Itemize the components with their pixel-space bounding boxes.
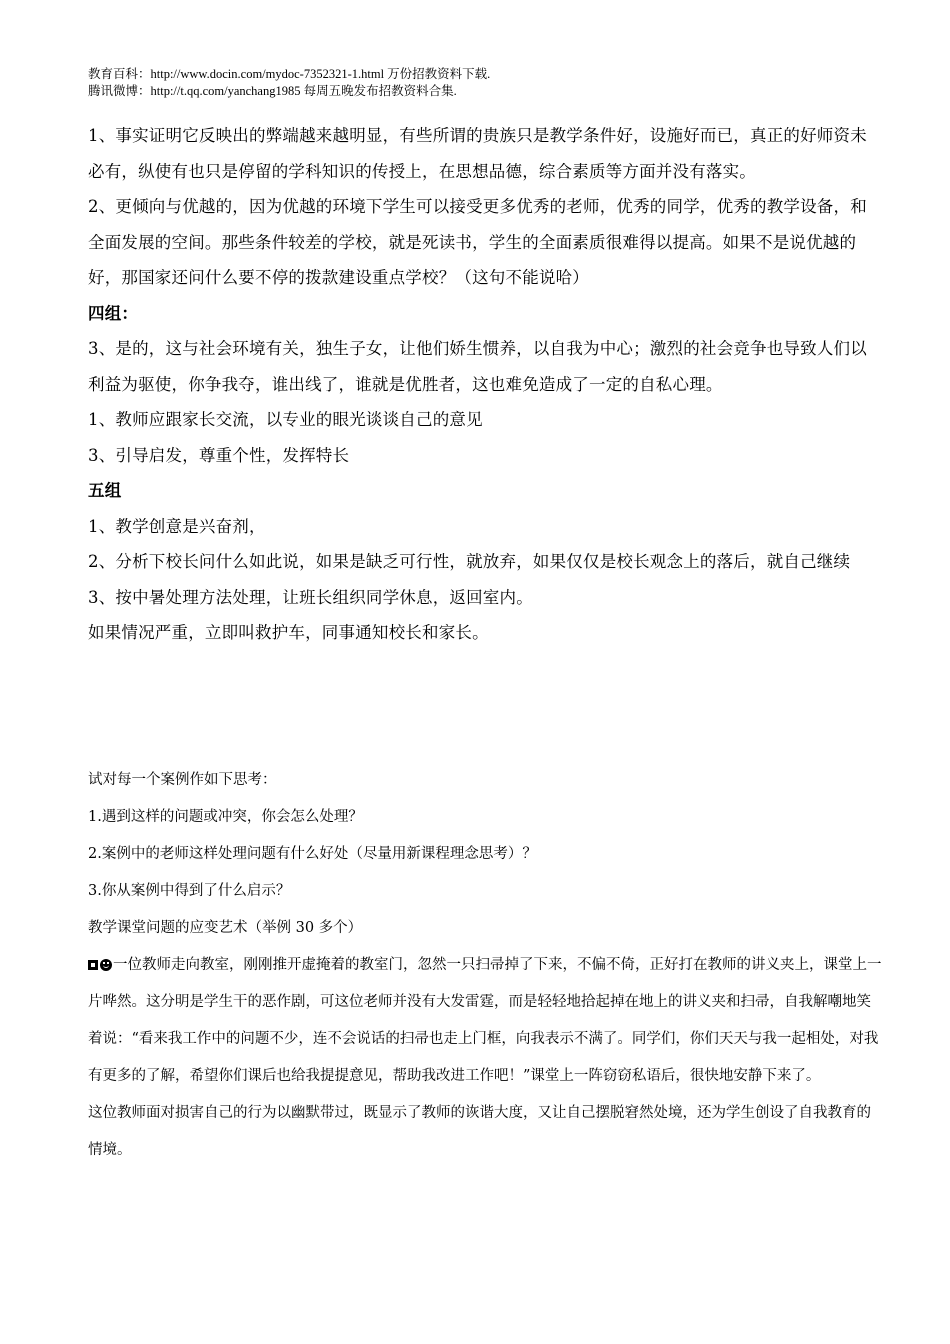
question-1: 1.遇到这样的问题或冲突，你会怎么处理？ <box>88 809 363 825</box>
paragraph-1: 1、事实证明它反映出的弊端越来越明显，有些所谓的贵族只是教学条件好，设施好而已，真正的好师资未必有，纵使有也只是停留的学科知识的传授上，在思想品德，综合素质等方面并没有落实。 <box>88 126 867 181</box>
smiley-icon <box>100 959 112 971</box>
paragraph-8: 3、按中暑处理方法处理，让班长组织同学休息，返回室内。 <box>88 587 533 607</box>
case-section <box>88 762 883 1169</box>
paragraph-2: 2、更倾向与优越的，因为优越的环境下学生可以接受更多优秀的老师，优秀的同学，优秀的教学设备，和全面发展的空间。那些条件较差的学校，就是死读书，学生的全面素质很难得以提高。如果不是说优越的好，那国家还问什么要不停的拨款建设重点学校？（这句不能说哈） <box>88 197 867 287</box>
page-header <box>88 66 490 100</box>
heading-group-5: 五组 <box>88 481 122 500</box>
question-2: 2.案例中的老师这样处理问题有什么好处（尽量用新课程理念思考）？ <box>88 846 537 862</box>
main-content <box>88 118 883 651</box>
case-intro: 试对每一个案例作如下思考： <box>88 772 277 788</box>
case-title: 教学课堂问题的应变艺术（举例 30 多个） <box>88 920 363 936</box>
paragraph-4: 1、教师应跟家长交流，以专业的眼光谈谈自己的意见 <box>88 410 483 429</box>
case-story <box>88 947 883 1095</box>
question-3: 3.你从案例中得到了什么启示？ <box>88 883 291 899</box>
case-story-text: 一位教师走向教室，刚刚推开虚掩着的教室门，忽然一只扫帚掉了下来，不偏不倚，正好打在教师的讲义夹上，课堂上一片哗然。这分明是学生干的恶作剧，可这位老师并没有大发雷霆，而是轻轻地拾起掉在地上的讲义夹和扫帚，自我解嘲地笑着说：“看来我工作中的问题不少，连不会说话的扫帚也走上门框，向我表示不满了。同学们，你们天天与我一起相处，对我有更多的了解，希望你们课后也给我提提意见，帮助我改进工作吧！”课堂上一阵窃窃私语后，很快地安静下来了。 <box>88 957 882 1084</box>
paragraph-7: 2、分析下校长问什么如此说，如果是缺乏可行性，就放弃，如果仅仅是校长观念上的落后，就自己继续 <box>88 552 851 571</box>
heading-group-4: 四组： <box>88 303 139 323</box>
square-bullet-icon <box>88 960 98 970</box>
case-comment: 这位教师面对损害自己的行为以幽默带过，既显示了教师的诙谐大度，又让自己摆脱窘然处境，还为学生创设了自我教育的情境。 <box>88 1105 871 1158</box>
header-line-weibo: 腾讯微博：http://t.qq.com/yanchang1985 每周五晚发布招教资料合集. <box>88 84 457 98</box>
paragraph-6: 1、教学创意是兴奋剂， <box>88 516 266 536</box>
paragraph-5: 3、引导启发，尊重个性，发挥特长 <box>88 445 350 465</box>
header-line-baike: 教育百科：http://www.docin.com/mydoc-7352321-1.html 万份招教资料下载. <box>88 67 491 81</box>
paragraph-3: 3、是的，这与社会环境有关，独生子女，让他们娇生惯养，以自我为中心；激烈的社会竞争也导致人们以利益为驱使，你争我夺，谁出线了，谁就是优胜者，这也难免造成了一定的自私心理。 <box>88 339 867 394</box>
paragraph-9: 如果情况严重，立即叫救护车，同事通知校长和家长。 <box>88 623 489 642</box>
